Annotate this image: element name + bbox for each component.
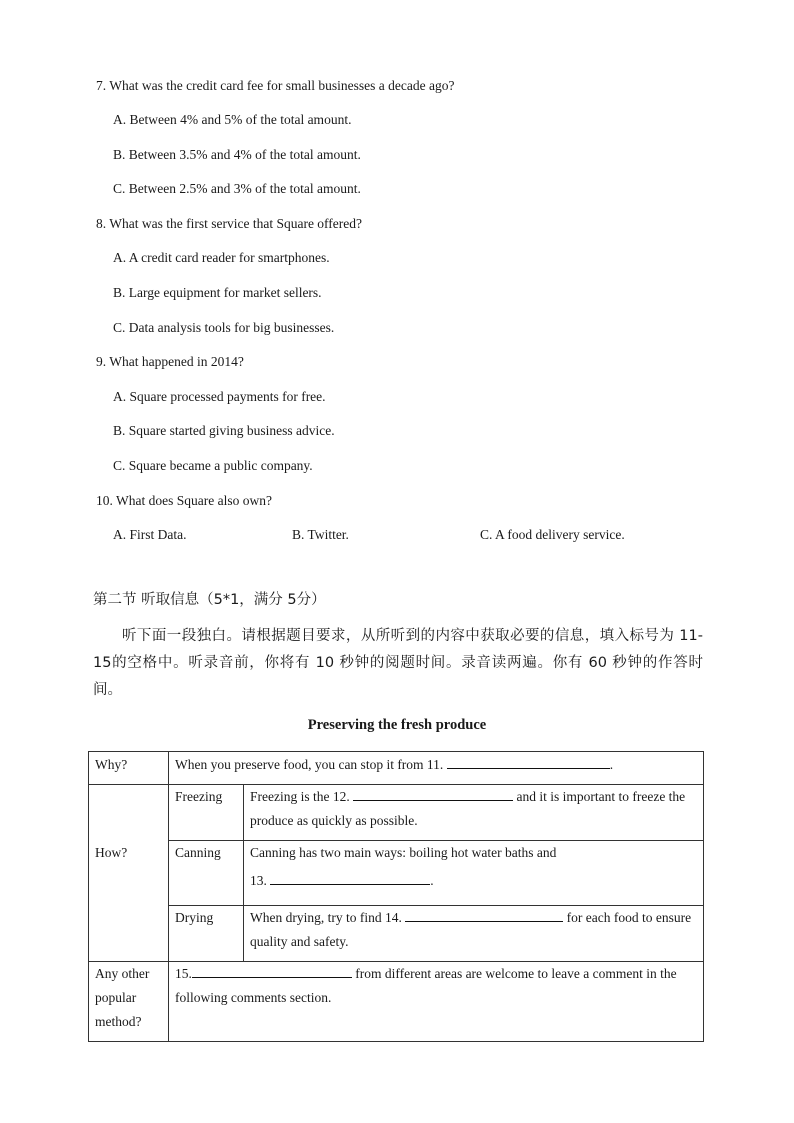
option-a: A. Between 4% and 5% of the total amount.: [113, 112, 352, 127]
table-row: [89, 841, 704, 906]
blank-13[interactable]: [270, 871, 430, 885]
option-a: A. First Data.: [113, 527, 187, 542]
option-c: C. Square became a public company.: [113, 458, 313, 473]
option-c: C. Between 2.5% and 3% of the total amount.: [113, 181, 361, 196]
option-b: B. Square started giving business advice.: [113, 423, 335, 438]
table-row: [89, 906, 704, 962]
freezing-cell: [244, 785, 704, 841]
blank-11[interactable]: [447, 755, 610, 769]
drying-cell: [244, 906, 704, 962]
question-stem: 10. What does Square also own?: [96, 493, 272, 508]
question-stem: 8. What was the first service that Square offered?: [96, 216, 363, 231]
option-b: B. Twitter.: [292, 527, 349, 542]
table-row: [89, 752, 704, 785]
freezing-label: Freezing: [169, 785, 244, 841]
why-cell: When you preserve food, you can stop it from 11. .: [169, 752, 704, 785]
question-stem: 7. What was the credit card fee for small businesses a decade ago?: [96, 78, 455, 93]
canning-text-a: Canning has two main ways: boiling hot water baths and: [250, 845, 557, 860]
table-row: [89, 962, 704, 1042]
notes-table: [88, 751, 704, 1042]
other-cell: [169, 962, 704, 1042]
canning-label: Canning: [169, 841, 244, 906]
option-b: B. Between 3.5% and 4% of the total amount.: [113, 147, 361, 162]
blank-15[interactable]: [192, 964, 352, 978]
why-label: Why?: [89, 752, 169, 785]
other-label: Any other popular method?: [89, 962, 169, 1042]
how-label: How?: [89, 785, 169, 962]
drying-text-a: When drying, try to find 14.: [250, 910, 402, 925]
drying-label: Drying: [169, 906, 244, 962]
option-c: C. A food delivery service.: [480, 527, 625, 542]
question-stem: 9. What happened in 2014?: [96, 354, 244, 369]
option-a: A. A credit card reader for smartphones.: [113, 250, 330, 265]
table-title: Preserving the fresh produce: [307, 717, 487, 733]
option-a: A. Square processed payments for free.: [113, 389, 326, 404]
other-text-b: from different areas are welcome to leave a comment in the following comments section.: [175, 966, 677, 1005]
option-b: B. Large equipment for market sellers.: [113, 285, 322, 300]
canning-cell: Canning has two main ways: boiling hot water baths and 13. .: [244, 841, 704, 906]
option-c: C. Data analysis tools for big businesses.: [113, 320, 335, 335]
blank-14[interactable]: [405, 908, 563, 922]
why-text: When you preserve food, you can stop it from 11.: [175, 757, 444, 772]
freezing-text-a: Freezing is the 12.: [250, 789, 350, 804]
blank-12[interactable]: [353, 787, 513, 801]
section-instructions: 听下面一段独白。请根据题目要求，从所听到的内容中获取必要的信息，填入标号为 11-15的空格中。听录音前，你将有 10 秒钟的阅题时间。录音读两遍。你有 60 秒钟的作答时间。: [93, 628, 703, 698]
freezing-text-b: and it is important to freeze the produce as quickly as possible.: [250, 789, 686, 828]
drying-text-b: for each food to ensure quality and safety.: [250, 910, 692, 949]
other-text-a: 15.: [175, 966, 192, 981]
table-row: [89, 785, 704, 841]
canning-text-b: 13.: [250, 873, 267, 888]
section-title: 第二节 听取信息（5*1，满分 5分）: [93, 592, 326, 608]
